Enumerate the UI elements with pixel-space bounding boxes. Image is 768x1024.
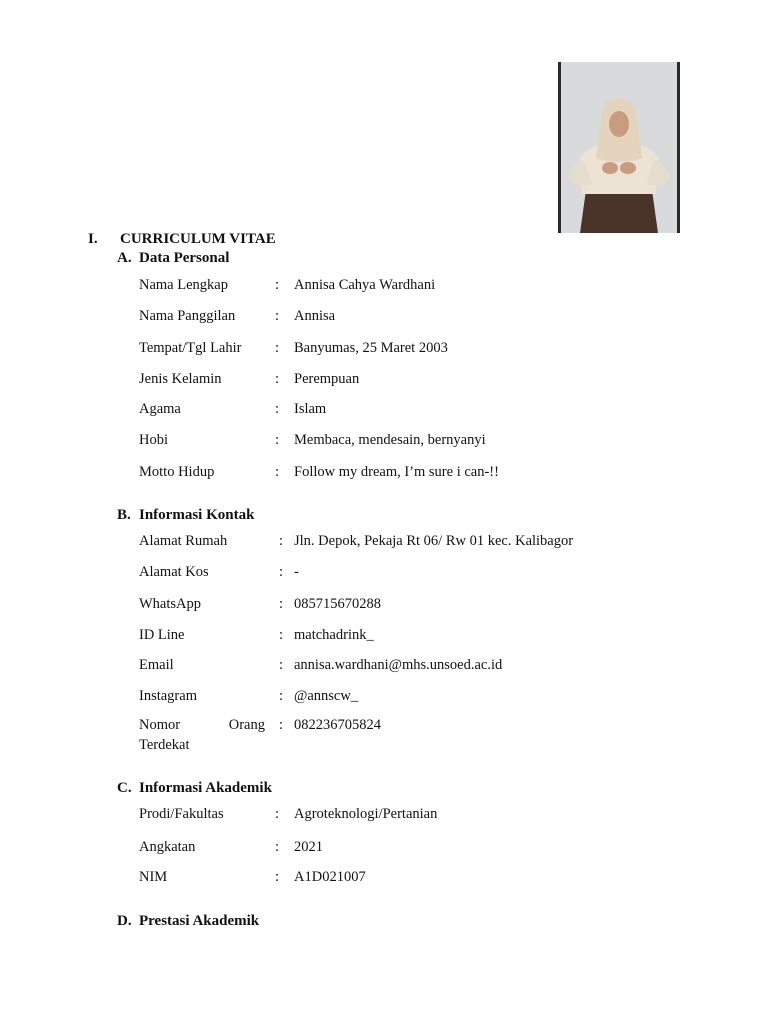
row-colon: : xyxy=(279,717,284,733)
heading-title: CURRICULUM VITAE xyxy=(120,231,276,247)
row-value: Annisa xyxy=(294,308,336,324)
row-value: Follow my dream, I’m sure i can-!! xyxy=(294,464,499,480)
heading-number: I. xyxy=(88,231,98,247)
row-value: Banyumas, 25 Maret 2003 xyxy=(294,340,448,356)
row-value: matchadrink_ xyxy=(294,627,374,643)
row-label: Alamat Rumah xyxy=(139,533,228,549)
row-colon: : xyxy=(275,432,280,448)
row-value: - xyxy=(294,564,299,580)
row-label: Agama xyxy=(139,401,181,417)
row-value: Islam xyxy=(294,401,327,417)
row-colon: : xyxy=(275,340,280,356)
row-label: Alamat Kos xyxy=(139,564,209,580)
row-value: 085715670288 xyxy=(294,596,381,612)
profile-photo xyxy=(558,62,680,233)
row-colon: : xyxy=(275,277,280,293)
row-colon: : xyxy=(275,401,280,417)
section-title-informasi-akademik: C. Informasi Akademik xyxy=(117,780,272,796)
info-row xyxy=(139,717,679,757)
row-colon: : xyxy=(279,688,284,704)
row-label: Instagram xyxy=(139,688,197,704)
row-colon: : xyxy=(275,869,280,885)
row-label: ID Line xyxy=(139,627,185,643)
row-label: NIM xyxy=(139,869,168,885)
section-title-data-personal: A. Data Personal xyxy=(117,250,230,266)
row-label: Jenis Kelamin xyxy=(139,371,222,387)
section-title-informasi-kontak: B. Informasi Kontak xyxy=(117,507,255,523)
row-label: Nama Lengkap xyxy=(139,277,228,293)
row-value: Jln. Depok, Pekaja Rt 06/ Rw 01 kec. Kalibagor xyxy=(294,533,574,549)
row-value: 2021 xyxy=(294,839,323,855)
row-label: Prodi/Fakultas xyxy=(139,806,224,822)
row-colon: : xyxy=(275,806,280,822)
row-value: Membaca, mendesain, bernyanyi xyxy=(294,432,486,448)
cv-heading xyxy=(88,231,276,248)
row-label: Nama Panggilan xyxy=(139,308,236,324)
row-value: Agroteknologi/Pertanian xyxy=(294,806,438,822)
row-value: Annisa Cahya Wardhani xyxy=(294,277,436,293)
row-colon: : xyxy=(279,564,284,580)
row-label: Nomor Orang xyxy=(139,717,265,733)
row-colon: : xyxy=(279,627,284,643)
row-value: annisa.wardhani@mhs.unsoed.ac.id xyxy=(294,657,503,673)
row-value: @annscw_ xyxy=(294,688,359,704)
row-colon: : xyxy=(279,533,284,549)
row-colon: : xyxy=(275,464,280,480)
row-colon: : xyxy=(279,657,284,673)
row-value: 082236705824 xyxy=(294,717,381,733)
row-label: Angkatan xyxy=(139,839,196,855)
row-value: A1D021007 xyxy=(294,869,366,885)
row-label: Tempat/Tgl Lahir xyxy=(139,340,242,356)
row-colon: : xyxy=(279,596,284,612)
section-title-prestasi-akademik: D. Prestasi Akademik xyxy=(117,913,260,929)
row-colon: : xyxy=(275,839,280,855)
row-label: Email xyxy=(139,657,174,673)
row-colon: : xyxy=(275,371,280,387)
row-label-line2: Terdekat xyxy=(139,737,190,753)
row-label: Hobi xyxy=(139,432,168,448)
row-label: Motto Hidup xyxy=(139,464,215,480)
row-value: Perempuan xyxy=(294,371,360,387)
row-colon: : xyxy=(275,308,280,324)
row-label: WhatsApp xyxy=(139,596,202,612)
